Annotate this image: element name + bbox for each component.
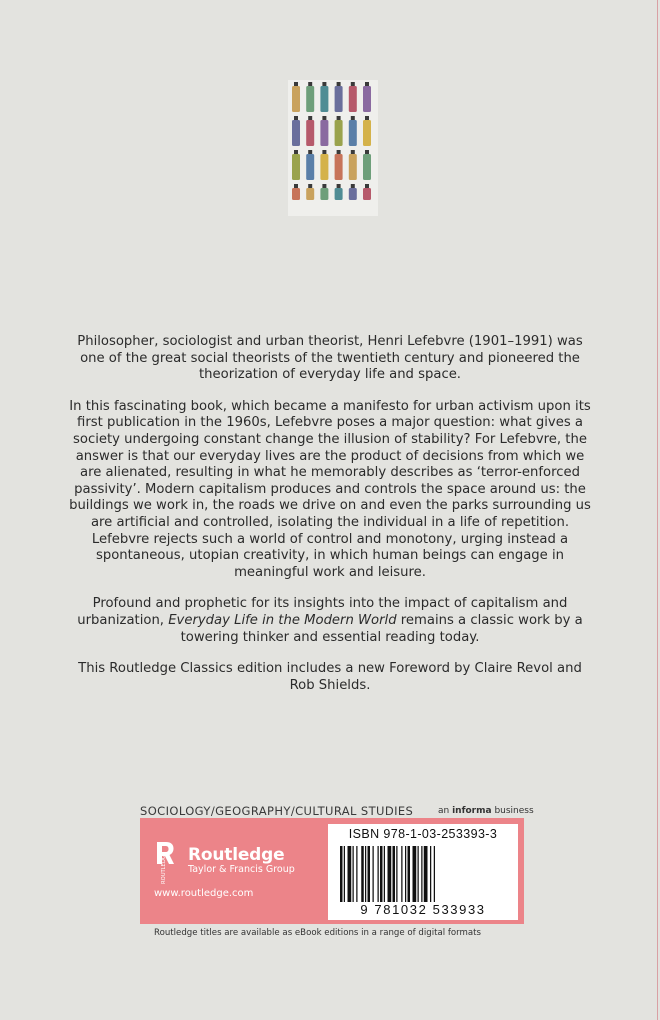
blurb-paragraph-3: [64, 596, 596, 646]
blurb-paragraph-4: This Routledge Classics edition includes a new Foreword by Claire Revol and Rob Shields.: [78, 661, 582, 693]
cover-thumbnail-image: [288, 80, 378, 216]
blurb-paragraph-2: In this fascinating book, which became a manifesto for urban activism upon its first publication in the 1960s, Lefebvre poses a major question: what gives a society undergoing constant change the illusion of stability? For Lefebvre, the answer is that our everyday lives are the product of decisions from which we are alienated, resulting in what he memorably describes as ‘terror-enforced passivity’. Modern capitalism produces and controls the space around us: the buildings we work in, the roads we drive on and even the parks surrounding us are artificial and controlled, isolating the individual in a life of repetition. Lefebvre rejects such a world of control and monotony, urging instead a spontaneous, utopian creativity, in which human beings can engage in meaningful work and leisure.: [69, 398, 591, 580]
ebook-note: Routledge titles are available as eBook editions in a range of digital formats: [154, 928, 481, 938]
paint-tube: [292, 154, 300, 180]
paint-tube: [335, 154, 343, 180]
paint-tube: [363, 154, 371, 180]
paint-tube: [292, 188, 300, 200]
paint-tube: [320, 120, 328, 146]
paint-tube: [320, 86, 328, 112]
barcode-bar: [340, 846, 343, 902]
barcode-bar: [418, 846, 419, 902]
barcode-bar: [356, 846, 357, 902]
paint-tube: [349, 188, 357, 200]
paint-tube-cap: [337, 82, 341, 86]
informa-prefix: an: [438, 806, 453, 816]
barcode-bar: [378, 846, 379, 902]
book-title: Everyday Life in the Modern World: [168, 612, 397, 628]
barcode-bar: [413, 846, 417, 902]
paint-tube: [363, 120, 371, 146]
barcode-digits: 9 781032 533933: [360, 902, 486, 917]
paint-tube-cap: [337, 184, 341, 188]
paint-tube: [306, 120, 314, 146]
publisher-group: Taylor & Francis Group: [188, 864, 295, 875]
paint-tube: [306, 154, 314, 180]
publisher-name: Routledge: [188, 845, 285, 865]
barcode-bar: [421, 846, 422, 902]
barcode-bar: [434, 846, 435, 902]
paint-tube: [306, 188, 314, 200]
informa-tag: [438, 806, 534, 816]
paint-tube-cap: [294, 150, 298, 154]
paint-tube-cap: [365, 184, 369, 188]
paint-tube: [306, 86, 314, 112]
barcode-bar: [424, 846, 428, 902]
paint-tube-cap: [351, 184, 355, 188]
paint-tube-cap: [308, 116, 312, 120]
blurb: [64, 334, 596, 709]
publisher-panel: [140, 818, 524, 924]
routledge-logo-icon: [154, 838, 176, 886]
paint-tube-cap: [365, 82, 369, 86]
right-edge-line: [657, 0, 658, 1020]
barcode-box: [328, 824, 518, 920]
paint-tube-cap: [351, 150, 355, 154]
paint-tube-cap: [322, 82, 326, 86]
paint-tube-cap: [294, 116, 298, 120]
barcode-bar: [401, 846, 402, 902]
paint-tube: [292, 120, 300, 146]
paint-tubes-grid: [288, 80, 378, 216]
paint-tube: [335, 188, 343, 200]
paint-tube-cap: [322, 150, 326, 154]
barcode-bar: [393, 846, 396, 902]
publisher-brand: [188, 846, 295, 876]
blurb-p3-after: remains a classic work by a towering thinker and essential reading today.: [180, 612, 583, 645]
barcode-bar: [365, 846, 366, 902]
paint-tube: [335, 120, 343, 146]
paint-tube: [320, 154, 328, 180]
paint-tube-cap: [365, 116, 369, 120]
paint-tube: [349, 120, 357, 146]
paint-tube-cap: [365, 150, 369, 154]
barcode-bar: [380, 846, 383, 902]
barcode-bar: [396, 846, 397, 902]
paint-tube: [349, 86, 357, 112]
logo-vertical-text: ROUTLEDGE: [161, 851, 167, 884]
paint-tube-cap: [294, 82, 298, 86]
barcode-bar: [353, 846, 354, 902]
barcode-bar: [430, 846, 431, 902]
isbn-text: ISBN 978-1-03-253393-3: [348, 827, 498, 841]
barcode-icon: [340, 846, 506, 902]
barcode-bar: [361, 846, 364, 902]
paint-tube: [320, 188, 328, 200]
paint-tube-cap: [351, 116, 355, 120]
paint-tube-cap: [322, 116, 326, 120]
subject-category: SOCIOLOGY/GEOGRAPHY/CULTURAL STUDIES: [140, 804, 414, 818]
paint-tube-cap: [337, 150, 341, 154]
barcode-bar: [373, 846, 374, 902]
paint-tube-cap: [337, 116, 341, 120]
paint-tube-cap: [308, 82, 312, 86]
informa-suffix: business: [491, 806, 534, 816]
publisher-url: www.routledge.com: [154, 888, 254, 899]
paint-tube-cap: [351, 82, 355, 86]
barcode-bar: [368, 846, 371, 902]
paint-tube: [292, 86, 300, 112]
blurb-paragraph-1: Philosopher, sociologist and urban theorist, Henri Lefebvre (1901–1991) was one of the great social theorists of the twentieth century and pioneered the theorization of everyday life and space.: [77, 334, 583, 383]
barcode-bar: [384, 846, 385, 902]
barcode-bar: [408, 846, 411, 902]
informa-brand: informa: [452, 806, 492, 816]
paint-tube-cap: [294, 184, 298, 188]
barcode-bar: [388, 846, 392, 902]
paint-tube-cap: [308, 150, 312, 154]
paint-tube: [335, 86, 343, 112]
barcode-bar: [405, 846, 406, 902]
paint-tube: [349, 154, 357, 180]
paint-tube: [363, 86, 371, 112]
barcode-bar: [344, 846, 345, 902]
blurb-p3-before: Profound and prophetic for its insights into the impact of capitalism and urbanization,: [77, 596, 568, 628]
paint-tube-cap: [308, 184, 312, 188]
paint-tube-cap: [322, 184, 326, 188]
barcode-bar: [348, 846, 352, 902]
paint-tube: [363, 188, 371, 200]
